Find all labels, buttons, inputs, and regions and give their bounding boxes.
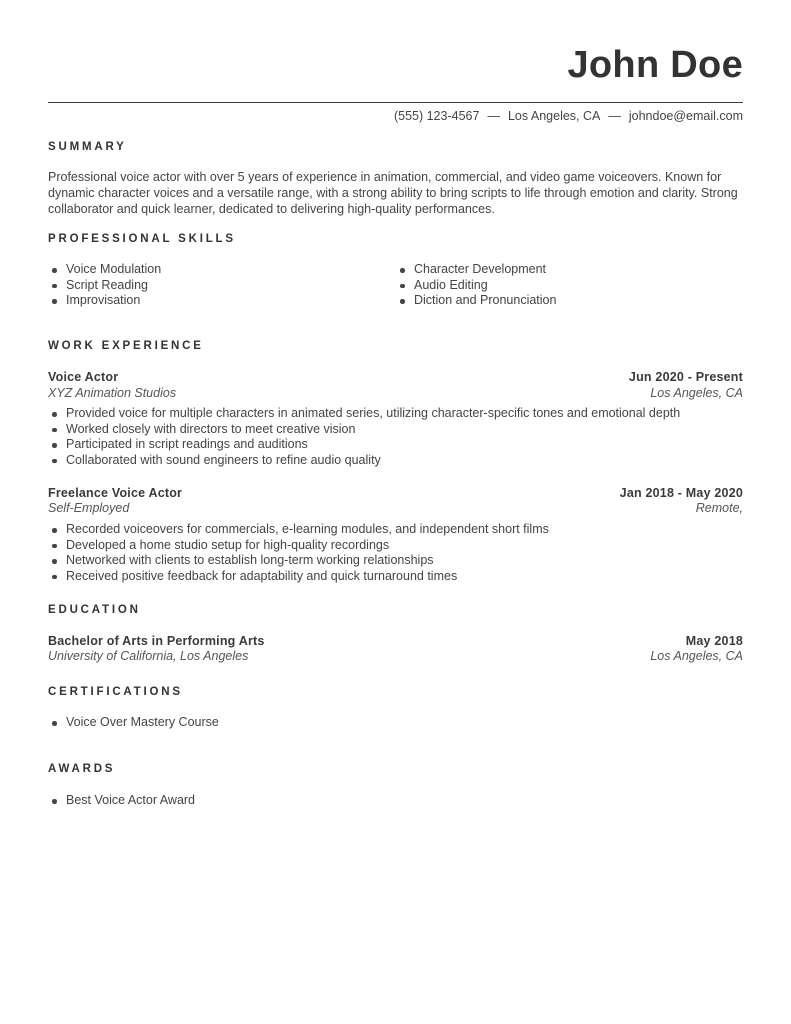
skill-item: Diction and Pronunciation [396, 293, 556, 309]
job-subheader [48, 501, 743, 515]
job-bullet: Recorded voiceovers for commercials, e-learning modules, and independent short films [48, 522, 549, 538]
certifications-list [48, 715, 219, 731]
skills-list-right [396, 262, 556, 309]
skill-item: Voice Modulation [48, 262, 161, 278]
job-bullet: Collaborated with sound engineers to refine audio quality [48, 453, 680, 469]
job-bullets [48, 522, 549, 584]
summary-heading: SUMMARY [48, 141, 127, 153]
school: University of California, Los Angeles [48, 649, 249, 663]
skills-heading: PROFESSIONAL SKILLS [48, 233, 236, 245]
job-bullet: Participated in script readings and auditions [48, 437, 680, 453]
education-heading: EDUCATION [48, 604, 141, 616]
job-dates: Jan 2018 - May 2020 [619, 486, 743, 500]
education-date: May 2018 [685, 634, 743, 648]
job-company: XYZ Animation Studios [48, 386, 177, 400]
contact-phone: (555) 123-4567 [393, 109, 480, 123]
job-bullet: Developed a home studio setup for high-quality recordings [48, 538, 549, 554]
experience-heading: WORK EXPERIENCE [48, 340, 204, 352]
education-subheader [48, 649, 743, 663]
job-bullets [48, 406, 680, 468]
job-role: Voice Actor [48, 370, 119, 384]
job-subheader [48, 386, 743, 400]
contact-email: johndoe@email.com [628, 109, 743, 123]
award-item: Best Voice Actor Award [48, 793, 195, 809]
job-company: Self-Employed [48, 501, 130, 515]
skill-item: Audio Editing [396, 278, 556, 294]
education-header [48, 634, 743, 648]
contact-line [394, 109, 743, 123]
awards-list [48, 793, 195, 809]
contact-separator: — [608, 109, 621, 123]
skill-item: Script Reading [48, 278, 161, 294]
job-dates: Jun 2020 - Present [628, 370, 743, 384]
job-header [48, 486, 743, 500]
contact-separator: — [487, 109, 500, 123]
job-location: Remote, [695, 501, 743, 515]
certification-item: Voice Over Mastery Course [48, 715, 219, 731]
skill-item: Character Development [396, 262, 556, 278]
candidate-name: John Doe [567, 44, 743, 86]
job-location: Los Angeles, CA [650, 386, 743, 400]
job-bullet: Worked closely with directors to meet creative vision [48, 422, 680, 438]
header-divider [48, 102, 743, 103]
job-bullet: Received positive feedback for adaptability and quick turnaround times [48, 569, 549, 585]
job-header [48, 370, 743, 384]
summary-text: Professional voice actor with over 5 years of experience in animation, commercial, and video game voiceovers. Known for dynamic character voices and a versatile range, with a strong ability to bring scripts to life through emotion and clarity. Strong collaborator and quick learner, dedicated to delivering high-quality performances. [48, 170, 738, 216]
certifications-heading: CERTIFICATIONS [48, 686, 183, 698]
job-role: Freelance Voice Actor [48, 486, 183, 500]
job-bullet: Provided voice for multiple characters in animated series, utilizing character-specific tones and emotional depth [48, 406, 680, 422]
skills-list-left [48, 262, 161, 309]
contact-location: Los Angeles, CA [507, 109, 601, 123]
awards-heading: AWARDS [48, 763, 116, 775]
skill-item: Improvisation [48, 293, 161, 309]
degree: Bachelor of Arts in Performing Arts [48, 634, 265, 648]
education-location: Los Angeles, CA [650, 649, 743, 663]
job-bullet: Networked with clients to establish long-term working relationships [48, 553, 549, 569]
